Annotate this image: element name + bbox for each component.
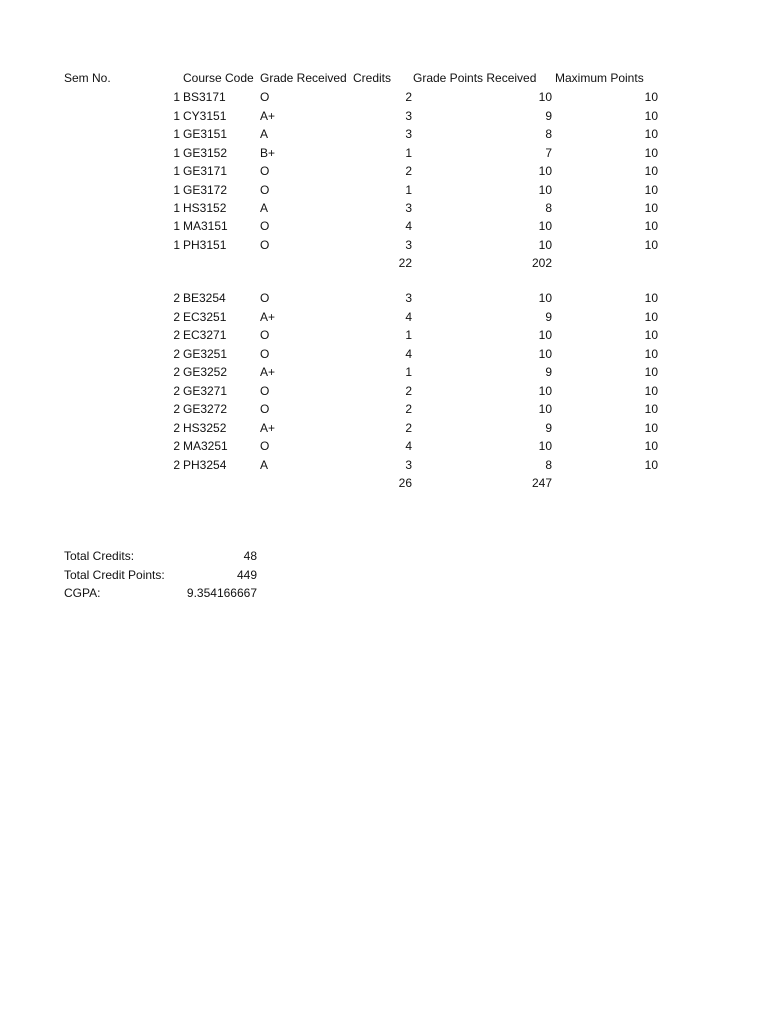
sem-no-cell: 2: [173, 309, 180, 324]
max-points-cell: 10: [644, 457, 658, 472]
subtotal-grade-points: 247: [531, 476, 552, 490]
credits-cell: 3: [405, 127, 412, 141]
max-points-cell: 10: [644, 219, 658, 233]
grade-points-cell: 9: [545, 365, 552, 379]
grade-cell: A+: [260, 108, 276, 123]
max-points-cell: 10: [644, 420, 658, 435]
grade-cell: B+: [260, 145, 276, 160]
grade-cell: O: [260, 383, 270, 398]
sem-no-cell: 2: [173, 328, 180, 342]
course-code-cell: CY3151: [183, 108, 227, 123]
table-row: [0, 346, 768, 362]
header-sem-no: Sem No.: [64, 71, 111, 85]
table-row: [0, 218, 768, 234]
credits-cell: 3: [405, 108, 412, 123]
grade-points-cell: 8: [545, 127, 552, 141]
course-code-cell: GE3172: [183, 182, 228, 197]
max-points-cell: 10: [644, 402, 658, 416]
credits-cell: 1: [405, 365, 412, 379]
table-row: [0, 182, 768, 198]
credits-cell: 4: [405, 346, 412, 361]
sem-no-cell: 2: [173, 439, 180, 453]
subtotal-credits: 26: [398, 476, 412, 490]
grade-cell: O: [260, 328, 270, 342]
credits-cell: 1: [405, 328, 412, 342]
table-row: [0, 438, 768, 454]
credits-cell: 1: [405, 145, 412, 160]
sem-no-cell: 2: [173, 346, 180, 361]
grade-cell: O: [260, 291, 270, 305]
grade-cell: O: [260, 219, 270, 233]
grade-points-cell: 10: [538, 237, 552, 252]
table-row: [0, 89, 768, 105]
sem-no-cell: 1: [173, 145, 180, 160]
max-points-cell: 10: [644, 291, 658, 305]
course-code-cell: EC3271: [183, 328, 227, 342]
sem-no-cell: 1: [173, 108, 180, 123]
grade-cell: A: [260, 457, 269, 472]
credits-cell: 3: [405, 201, 412, 215]
credits-cell: 2: [405, 164, 412, 178]
sem-no-cell: 2: [173, 420, 180, 435]
grade-points-cell: 10: [538, 346, 552, 361]
subtotal-grade-points: 202: [531, 256, 552, 270]
grade-cell: O: [260, 346, 270, 361]
grade-points-cell: 10: [538, 291, 552, 305]
max-points-cell: 10: [644, 439, 658, 453]
header-credits: Credits: [353, 71, 392, 85]
grade-points-cell: 8: [545, 457, 552, 472]
table-row: [0, 457, 768, 473]
course-code-cell: BE3254: [183, 291, 226, 305]
max-points-cell: 10: [644, 182, 658, 197]
max-points-cell: 10: [644, 383, 658, 398]
grade-points-cell: 9: [545, 108, 552, 123]
course-code-cell: GE3252: [183, 365, 228, 379]
table-row: [0, 200, 768, 216]
course-code-cell: GE3152: [183, 145, 228, 160]
max-points-cell: 10: [644, 201, 658, 215]
grade-cell: A: [260, 127, 269, 141]
sem-no-cell: 2: [173, 365, 180, 379]
table-row: [0, 163, 768, 179]
course-code-cell: GE3151: [183, 127, 228, 141]
sem-no-cell: 1: [173, 164, 180, 178]
grade-points-cell: 10: [538, 383, 552, 398]
grade-cell: O: [260, 237, 270, 252]
course-code-cell: GE3271: [183, 383, 228, 398]
course-code-cell: HS3152: [183, 201, 227, 215]
grade-points-cell: 10: [538, 402, 552, 416]
course-code-cell: HS3252: [183, 420, 227, 435]
max-points-cell: 10: [644, 164, 658, 178]
grade-cell: O: [260, 439, 270, 453]
credits-cell: 3: [405, 291, 412, 305]
table-row: [0, 364, 768, 380]
sem-no-cell: 2: [173, 291, 180, 305]
grade-points-cell: 10: [538, 182, 552, 197]
subtotal-row: [0, 475, 768, 491]
subtotal-row: [0, 255, 768, 271]
grade-cell: O: [260, 90, 270, 104]
sem-no-cell: 1: [173, 127, 180, 141]
course-code-cell: GE3251: [183, 346, 228, 361]
sem-no-cell: 1: [173, 90, 180, 104]
grade-points-cell: 10: [538, 90, 552, 104]
total-credits-label: Total Credits:: [64, 549, 135, 563]
table-row: [0, 145, 768, 161]
max-points-cell: 10: [644, 237, 658, 252]
grade-points-cell: 8: [545, 201, 552, 215]
subtotal-credits: 22: [398, 256, 412, 270]
course-code-cell: EC3251: [183, 309, 227, 324]
credits-cell: 3: [405, 457, 412, 472]
grade-cell: A+: [260, 420, 276, 435]
max-points-cell: 10: [644, 328, 658, 342]
max-points-cell: 10: [644, 365, 658, 379]
table-row: [0, 237, 768, 253]
max-points-cell: 10: [644, 90, 658, 104]
sem-no-cell: 2: [173, 457, 180, 472]
credits-cell: 2: [405, 402, 412, 416]
table-row: [0, 383, 768, 399]
credits-cell: 4: [405, 309, 412, 324]
grade-cell: A: [260, 201, 269, 215]
cgpa-label: CGPA:: [64, 586, 101, 600]
max-points-cell: 10: [644, 145, 658, 160]
grade-cell: A+: [260, 309, 276, 324]
header-course-code: Course Code: [183, 71, 254, 85]
course-code-cell: GE3272: [183, 402, 228, 416]
cgpa-value: 9.354166667: [186, 586, 257, 600]
header-grade-points-received: Grade Points Received: [413, 71, 537, 85]
table-row: [0, 126, 768, 142]
grade-points-cell: 7: [545, 145, 552, 160]
header-maximum-points: Maximum Points: [555, 71, 644, 85]
course-code-cell: PH3254: [183, 457, 227, 472]
credits-cell: 1: [405, 182, 412, 197]
total-credit-points-label: Total Credit Points:: [64, 567, 165, 582]
grade-points-cell: 10: [538, 439, 552, 453]
table-row: [0, 108, 768, 124]
sem-no-cell: 1: [173, 182, 180, 197]
course-code-cell: PH3151: [183, 237, 227, 252]
table-row: [0, 309, 768, 325]
total-credit-points-value: 449: [236, 567, 257, 582]
grade-points-cell: 10: [538, 219, 552, 233]
credits-cell: 3: [405, 237, 412, 252]
course-code-cell: MA3151: [183, 219, 228, 233]
table-row: [0, 290, 768, 306]
course-code-cell: MA3251: [183, 439, 228, 453]
credits-cell: 2: [405, 383, 412, 398]
credits-cell: 2: [405, 90, 412, 104]
grade-points-cell: 10: [538, 164, 552, 178]
course-code-cell: GE3171: [183, 164, 228, 178]
grade-points-cell: 10: [538, 328, 552, 342]
grade-cell: O: [260, 182, 270, 197]
table-row: [0, 327, 768, 343]
grade-points-cell: 9: [545, 309, 552, 324]
max-points-cell: 10: [644, 108, 658, 123]
sem-no-cell: 1: [173, 201, 180, 215]
total-credits-value: 48: [243, 549, 257, 563]
table-row: [0, 401, 768, 417]
grade-points-cell: 9: [545, 420, 552, 435]
course-code-cell: BS3171: [183, 90, 226, 104]
sem-no-cell: 1: [173, 219, 180, 233]
credits-cell: 4: [405, 439, 412, 453]
max-points-cell: 10: [644, 127, 658, 141]
grade-cell: O: [260, 402, 270, 416]
table-row: [0, 420, 768, 436]
max-points-cell: 10: [644, 346, 658, 361]
grade-cell: A+: [260, 365, 276, 379]
credits-cell: 4: [405, 219, 412, 233]
sem-no-cell: 2: [173, 402, 180, 416]
grade-cell: O: [260, 164, 270, 178]
sem-no-cell: 2: [173, 383, 180, 398]
sem-no-cell: 1: [173, 237, 180, 252]
header-grade-received: Grade Received: [260, 71, 347, 85]
max-points-cell: 10: [644, 309, 658, 324]
credits-cell: 2: [405, 420, 412, 435]
